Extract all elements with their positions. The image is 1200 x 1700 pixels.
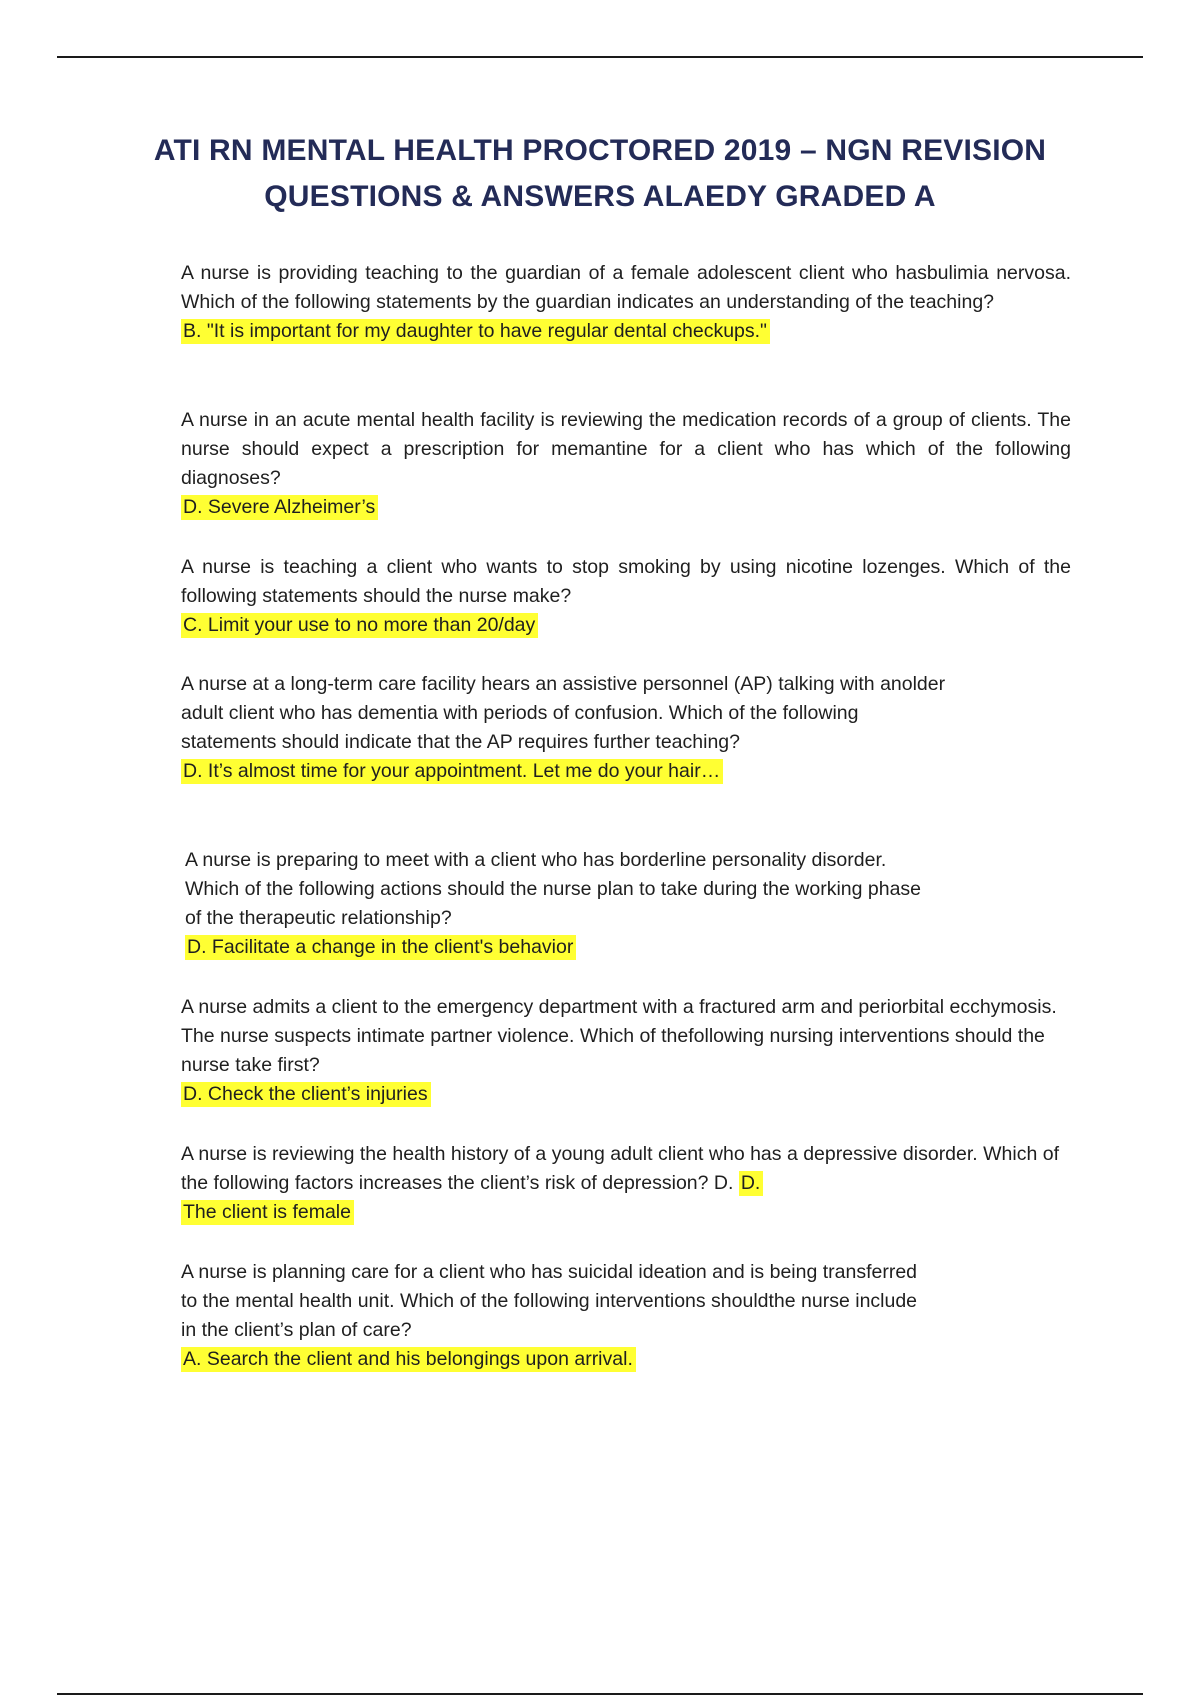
highlighted-answer: D. Facilitate a change in the client's behavior: [185, 935, 576, 960]
question-text: A nurse in an acute mental health facility is reviewing the medication records of a group of clients. The nurse should expect a prescription for memantine for a client who has which of the following diagnoses?: [181, 409, 1071, 489]
question-block-7: [181, 1140, 1071, 1227]
highlighted-answer: The client is female: [181, 1200, 354, 1225]
question-line: A nurse at a long-term care facility hears an assistive personnel (AP) talking with anolder: [181, 673, 946, 695]
question-block-3: [181, 553, 1071, 640]
question-text: A nurse admits a client to the emergency department with a fractured arm and periorbital ecchymosis. The nurse suspects intimate partner violence. Which of thefollowing nursing interventions should the nurse take first?: [181, 996, 1057, 1076]
question-line: adult client who has dementia with periods of confusion. Which of the following: [181, 702, 859, 724]
highlighted-answer: A. Search the client and his belongings upon arrival.: [181, 1347, 636, 1372]
title-line-2: QUESTIONS & ANSWERS ALAEDY GRADED A: [264, 180, 936, 213]
question-line: statements should indicate that the AP requires further teaching?: [181, 731, 740, 753]
question-block-6: [181, 993, 1071, 1109]
highlighted-answer: D. Check the client’s injuries: [181, 1082, 431, 1107]
question-block-8: [181, 1258, 1071, 1374]
question-line: in the client’s plan of care?: [181, 1319, 412, 1341]
highlighted-answer-prefix: D.: [739, 1171, 764, 1196]
title-line-1: ATI RN MENTAL HEALTH PROCTORED 2019 – NGN REVISION: [153, 134, 1047, 167]
question-text-body: A nurse is reviewing the health history of a young adult client who has a depressive disorder. Which of the following factors increases the client’s risk of depression? D.: [181, 1143, 1059, 1194]
question-line: Which of the following actions should the nurse plan to take during the working phase: [185, 878, 922, 900]
question-block-5: [185, 846, 1075, 962]
question-block-2: [181, 406, 1071, 522]
question-line: A nurse is planning care for a client who has suicidal ideation and is being transferred: [181, 1261, 918, 1283]
question-line: of the therapeutic relationship?: [185, 907, 452, 929]
highlighted-answer: B. "It is important for my daughter to have regular dental checkups.": [181, 319, 770, 344]
question-line: A nurse is preparing to meet with a client who has borderline personality disorder.: [185, 849, 887, 871]
highlighted-answer: D. Severe Alzheimer’s: [181, 495, 378, 520]
bottom-rule: [57, 1693, 1143, 1695]
question-text: A nurse is teaching a client who wants to stop smoking by using nicotine lozenges. Which of the following statements should the nurse make?: [181, 556, 1071, 607]
highlighted-answer: C. Limit your use to no more than 20/day: [181, 613, 538, 638]
highlighted-answer: D. It’s almost time for your appointment. Let me do your hair…: [181, 759, 723, 784]
question-line: to the mental health unit. Which of the following interventions shouldthe nurse include: [181, 1290, 918, 1312]
question-text: [181, 1143, 1059, 1196]
question-block-4: [181, 670, 1071, 786]
question-text: A nurse is providing teaching to the guardian of a female adolescent client who hasbulimia nervosa. Which of the following statements by the guardian indicates an understanding of the teaching?: [181, 262, 1071, 313]
top-rule: [57, 56, 1143, 58]
question-block-1: [181, 259, 1071, 346]
document-title: [60, 128, 1140, 220]
